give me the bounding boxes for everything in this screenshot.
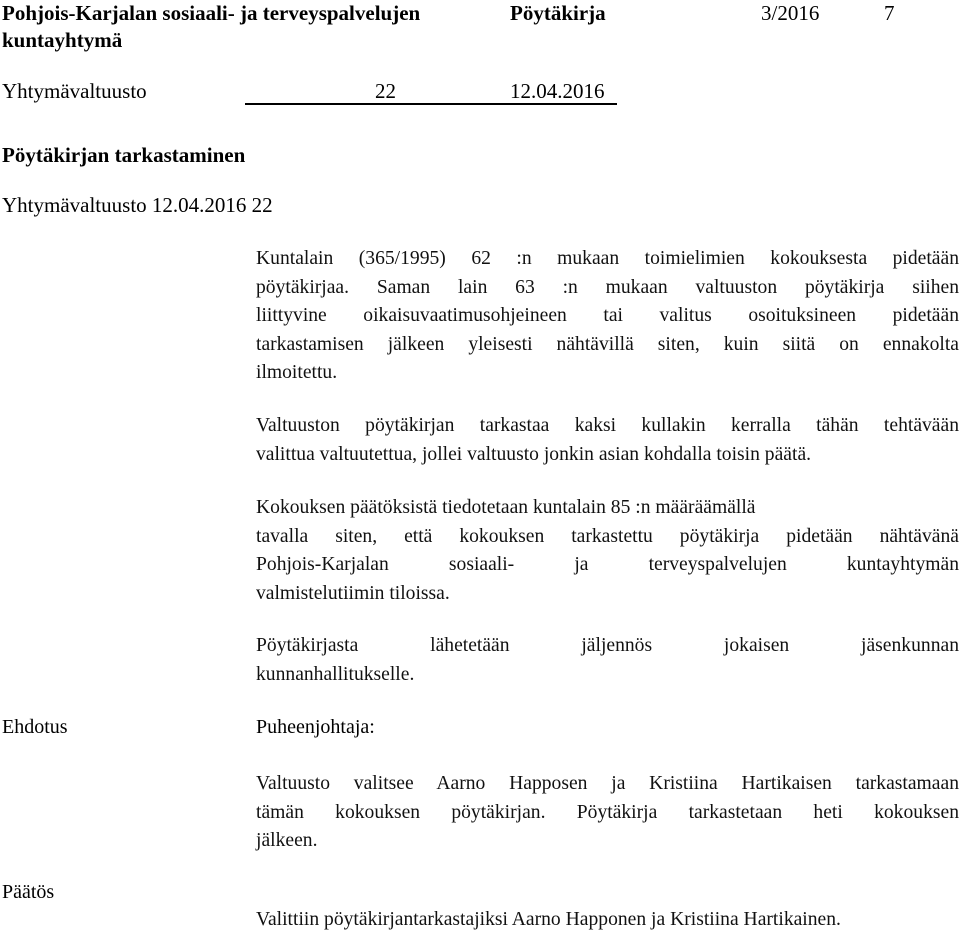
- text-line: pöytäkirjaa. Saman lain 63 :n mukaan valtuuston pöytäkirja siihen: [256, 276, 959, 298]
- paragraph-announcement: [256, 494, 959, 608]
- header-underline: [245, 103, 617, 105]
- text-line: tavalla siten, että kokouksen tarkastettu pöytäkirja pidetään nähtävänä: [256, 525, 959, 547]
- item-title: Pöytäkirjan tarkastaminen: [2, 143, 246, 167]
- text-line: kunnanhallitukselle.: [256, 663, 415, 685]
- text-line: jälkeen.: [256, 830, 318, 851]
- item-reference: Yhtymävaltuusto 12.04.2016 22: [2, 193, 273, 217]
- text-line: tarkastamisen jälkeen yleisesti nähtävillä siten, kuin siitä on ennakolta: [256, 333, 959, 355]
- decision-label: Päätös: [2, 881, 55, 903]
- paragraph-legal-basis: [256, 245, 959, 388]
- paragraph-inspectors: [256, 412, 959, 469]
- text-line: Kokouksen päätöksistä tiedotetaan kuntalain 85 :n määräämällä: [256, 497, 756, 518]
- text-line: Valtuusto valitsee Aarno Happosen ja Kristiina Hartikaisen tarkastamaan: [256, 773, 959, 794]
- section-number: 22: [375, 79, 396, 103]
- text-line: valittua valtuutettua, jollei valtuusto jonkin asian kohdalla toisin päätä.: [256, 443, 812, 465]
- text-line: tämän kokouksen pöytäkirjan. Pöytäkirja tarkastetaan heti kokouksen: [256, 801, 959, 823]
- decision-text: [256, 906, 959, 935]
- proposal-label: Ehdotus: [2, 716, 68, 738]
- proposal-text: [256, 770, 959, 856]
- text-line: valmistelutiimin tiloissa.: [256, 582, 450, 604]
- meeting-date: 12.04.2016: [510, 79, 605, 103]
- organization-name-line2: kuntayhtymä: [2, 28, 123, 52]
- text-line: Kuntalain (365/1995) 62 :n mukaan toimielimien kokouksesta pidetään: [256, 248, 959, 269]
- document-type: Pöytäkirja: [510, 1, 606, 25]
- text-line: Pohjois-Karjalan sosiaali- ja terveyspalvelujen kuntayhtymän: [256, 554, 959, 575]
- document-number: 3/2016: [761, 1, 820, 25]
- text-line: ilmoitettu.: [256, 362, 338, 383]
- paragraph-copies: [256, 632, 959, 689]
- page-number: 7: [884, 1, 895, 25]
- text-line: Valittiin pöytäkirjantarkastajiksi Aarno Happonen ja Kristiina Hartikainen.: [256, 909, 841, 930]
- text-line: Pöytäkirjasta lähetetään jäljennös jokaisen jäsenkunnan: [256, 635, 959, 656]
- proposal-presenter: Puheenjohtaja:: [256, 716, 375, 738]
- organization-name-line1: Pohjois-Karjalan sosiaali- ja terveyspalvelujen: [2, 1, 421, 25]
- text-line: Valtuuston pöytäkirjan tarkastaa kaksi kullakin kerralla tähän tehtävään: [256, 415, 959, 436]
- meeting-body: Yhtymävaltuusto: [2, 79, 147, 103]
- text-line: liittyvine oikaisuvaatimusohjeineen tai valitus osoituksineen pidetään: [256, 305, 959, 326]
